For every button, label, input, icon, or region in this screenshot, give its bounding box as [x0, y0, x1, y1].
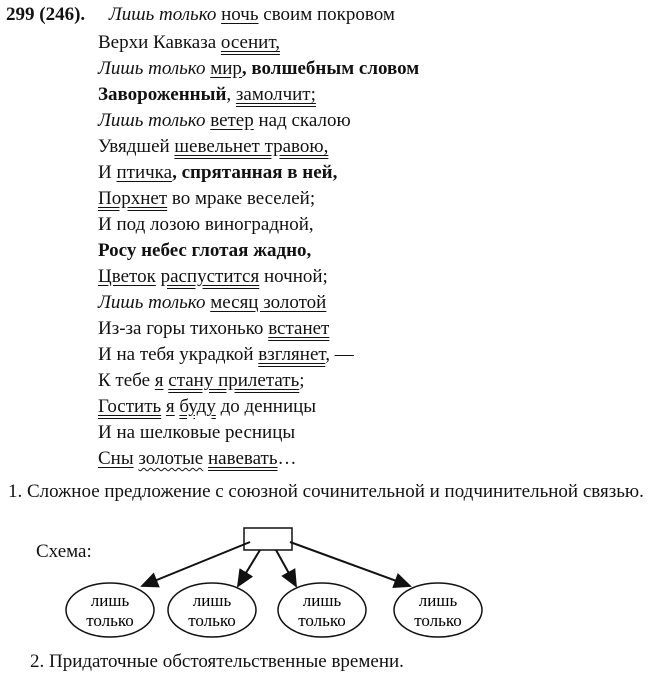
- line-text: до денницы: [220, 396, 317, 417]
- scheme-arrow: [142, 542, 250, 586]
- predicate-word: шевельнет травою,: [174, 136, 329, 157]
- line-text: Увядшей: [98, 136, 170, 157]
- predicate-word: взглянет: [258, 344, 326, 365]
- predicate-word: буду: [179, 396, 216, 417]
- line-text: К тебе: [98, 370, 151, 391]
- predicate-word: навевать: [208, 448, 278, 469]
- scheme-label: Схема:: [36, 541, 92, 562]
- line-text: …: [277, 448, 297, 469]
- subject-word: ночь: [221, 4, 259, 25]
- conj-text: Лишь только: [98, 292, 206, 313]
- node-word-1: лишь: [192, 591, 232, 610]
- line-text: И: [98, 162, 112, 183]
- subject-word: птичка: [116, 162, 173, 183]
- node-word-2: только: [86, 611, 134, 630]
- subject-word: мир: [210, 58, 242, 79]
- subject-word: ветер: [210, 110, 254, 131]
- subject-word: Сны: [98, 448, 134, 469]
- line-text: ,: [226, 84, 232, 105]
- line-text: Из-за горы тихонько: [98, 318, 264, 339]
- line-text: во мраке веселей;: [171, 188, 316, 209]
- analysis-point-2: 2. Придаточные обстоятельственные времени.: [30, 651, 404, 672]
- line-text: своим покровом: [263, 4, 395, 25]
- subject-word: месяц золотой: [210, 292, 327, 313]
- predicate-word: стану прилетать: [168, 370, 300, 391]
- node-word-2: только: [298, 611, 346, 630]
- node-word-2: только: [188, 611, 236, 630]
- attribute-word: золотые: [138, 448, 204, 469]
- line-text: И на тебя украдкой: [98, 344, 254, 365]
- analysis-point-1: 1. Сложное предложение с союзной сочинительной и подчинительной связью.: [8, 481, 644, 502]
- predicate-word: осенит,: [220, 32, 280, 53]
- scheme-arrow: [290, 542, 410, 586]
- line-text: Верхи Кавказа: [98, 32, 217, 53]
- node-word-1: лишь: [90, 591, 130, 610]
- line-text: над скалою: [258, 110, 351, 131]
- predicate-word: Гостить: [98, 396, 162, 417]
- exercise-number: 299 (246).: [6, 4, 86, 25]
- scheme-arrow: [238, 550, 260, 586]
- node-word-1: лишь: [418, 591, 458, 610]
- poem-line-17: И на шелковые ресницы: [98, 422, 296, 443]
- scheme-arrow: [276, 550, 296, 586]
- line-text: ;: [299, 370, 305, 391]
- predicate-word: замолчит;: [235, 84, 316, 105]
- poem-line-9: И под лозою виноградной,: [98, 214, 314, 235]
- line-text: , волшебным словом: [241, 58, 420, 79]
- conj-text: Лишь только: [98, 110, 206, 131]
- line-text: ночной;: [263, 266, 328, 287]
- subject-word: я: [154, 370, 164, 391]
- node-word-2: только: [414, 611, 462, 630]
- subject-word: я: [165, 396, 175, 417]
- predicate-word: встанет: [268, 318, 330, 339]
- line-text: , —: [325, 344, 354, 365]
- predicate-word: Порхнет: [98, 188, 168, 209]
- main-clause-box: [244, 528, 292, 550]
- node-word-1: лишь: [302, 591, 342, 610]
- predicate-word: распустится: [160, 266, 260, 287]
- line-text: Завороженный: [98, 84, 227, 105]
- line-text: , спрятанная в ней,: [172, 162, 338, 183]
- subject-word: Цветок: [98, 266, 156, 287]
- conj-text: Лишь только: [98, 58, 206, 79]
- conj-text: Лишь только: [108, 4, 217, 25]
- poem-line-10: Росу небес глотая жадно,: [98, 240, 312, 261]
